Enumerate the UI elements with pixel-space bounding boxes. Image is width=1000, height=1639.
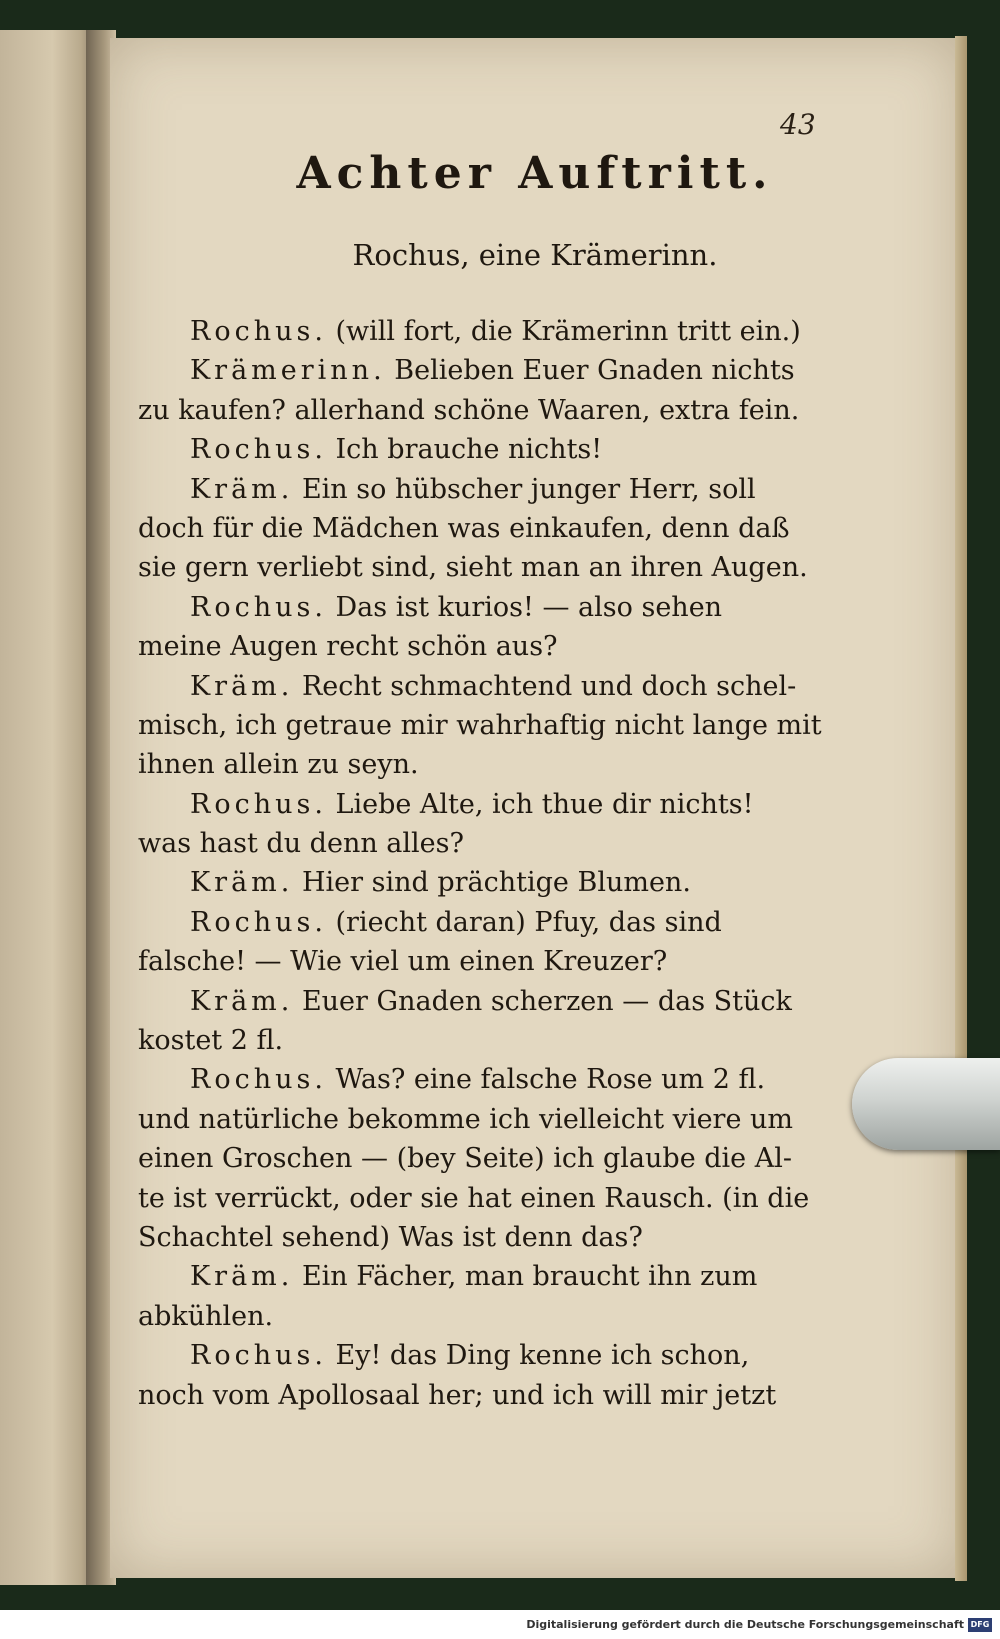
line-text: falsche! — Wie viel um einen Kreuzer? [138,946,668,978]
text-line [138,1060,818,1099]
text-line [138,312,818,351]
text-line [138,1179,818,1218]
line-text: und natürliche bekomme ich vielleicht viere um [138,1103,794,1135]
line-text: zu kaufen? allerhand schöne Waaren, extra fein. [138,394,800,426]
page-number: 43 [780,108,816,141]
line-text: (will fort, die Krämerinn tritt ein.) [326,316,801,347]
text-line [138,391,818,430]
text-line [138,470,818,509]
line-text: kostet 2 fl. [138,1025,284,1057]
speaker-name: Rochus. [190,316,327,347]
line-text: doch für die Mädchen was einkaufen, denn daß [138,512,790,544]
speaker-name: Rochus. [190,591,327,623]
line-text: Ein Fächer, man braucht ihn zum [293,1261,758,1293]
left-page-edge [0,30,95,1585]
line-text: Euer Gnaden scherzen — das Stück [293,985,792,1017]
line-text: Ein so hübscher junger Herr, soll [293,473,756,505]
line-text: Ich brauche nichts! [326,434,603,466]
dialogue-text [138,312,822,1415]
line-text: Belieben Euer Gnaden nichts [385,355,795,387]
text-line [138,509,818,548]
line-text: ihnen allein zu seyn. [138,749,419,781]
line-text: Ey! das Ding kenne ich schon, [326,1340,750,1372]
scene-heading: Achter Auftritt. [296,148,774,199]
speaker-name: Kräm. [190,1261,294,1293]
text-line [138,982,818,1021]
line-text: Was? eine falsche Rose um 2 fl. [326,1064,766,1096]
funding-notice: Digitalisierung gefördert durch die Deutsche Forschungsgemeinschaft [526,1618,964,1631]
text-line [138,627,818,666]
line-text: einen Groschen — (bey Seite) ich glaube die Al- [138,1143,792,1175]
line-text: Das ist kurios! — also sehen [326,591,723,623]
text-line [138,1257,818,1296]
text-line [138,942,818,981]
speaker-name: Rochus. [190,1064,327,1096]
speaker-name: Kräm. [190,985,294,1017]
text-line [138,1139,818,1178]
text-line [138,430,818,469]
text-line [138,548,818,587]
page-clip [852,1058,1000,1150]
footer-bar [0,1610,1000,1639]
line-text: Schachtel sehend) Was ist denn das? [138,1221,643,1253]
text-line [138,1376,818,1415]
text-line [138,863,818,902]
line-text: misch, ich getraue mir wahrhaftig nicht lange mit [138,709,822,741]
text-line [138,785,818,824]
text-line [138,1218,818,1257]
line-text: Liebe Alte, ich thue dir nichts! [326,788,754,820]
text-line [138,1297,818,1336]
line-text: abkühlen. [138,1300,274,1332]
line-text: meine Augen recht schön aus? [138,631,558,663]
text-line [138,351,818,390]
text-line [138,903,818,942]
line-text: noch vom Apollosaal her; und ich will mir jetzt [138,1379,777,1411]
speaker-name: Rochus. [190,1340,327,1372]
line-text: (riecht daran) Pfuy, das sind [326,906,722,938]
speaker-name: Rochus. [190,906,327,938]
text-line [138,1021,818,1060]
speaker-name: Rochus. [190,788,327,820]
text-line [138,1336,818,1375]
line-text: Recht schmachtend und doch schel- [293,670,797,702]
text-line [138,667,818,706]
scene-characters: Rochus, eine Krämerinn. [352,238,718,272]
text-line [138,745,818,784]
line-text: was hast du denn alles? [138,828,464,860]
text-line [138,706,822,745]
line-text: Hier sind prächtige Blumen. [293,867,691,899]
speaker-name: Kräm. [190,867,294,899]
speaker-name: Krämerinn. [190,355,386,387]
line-text: te ist verrückt, oder sie hat einen Rausch. (in die [138,1182,810,1214]
speaker-name: Kräm. [190,670,294,702]
text-line [138,1100,818,1139]
speaker-name: Rochus. [190,434,327,466]
dfg-logo: DFG [968,1618,992,1632]
text-line [138,588,818,627]
line-text: sie gern verliebt sind, sieht man an ihren Augen. [138,552,808,584]
text-line [138,824,818,863]
speaker-name: Kräm. [190,473,294,505]
